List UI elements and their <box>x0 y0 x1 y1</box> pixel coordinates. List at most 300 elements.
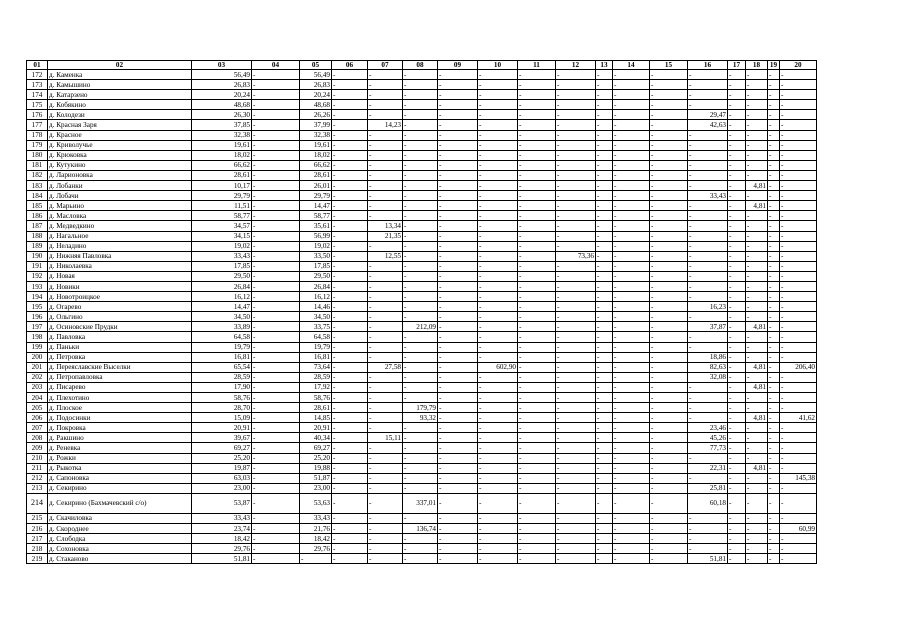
table-cell: - <box>252 403 300 413</box>
table-cell: - <box>746 70 768 80</box>
table-cell: - <box>518 170 556 180</box>
table-cell: 33,89 <box>192 322 252 332</box>
table-cell: - <box>478 211 518 221</box>
table-cell: - <box>728 181 746 191</box>
table-cell: 4,81 <box>746 201 768 211</box>
table-cell: - <box>613 342 650 352</box>
table-cell: - <box>478 120 518 130</box>
table-cell: - <box>780 433 817 443</box>
table-cell: - <box>728 513 746 523</box>
table-cell: - <box>518 322 556 332</box>
table-cell: - <box>768 524 780 534</box>
table-cell: - <box>438 261 478 271</box>
table-cell: 37,99 <box>300 120 332 130</box>
table-cell: 19,61 <box>192 140 252 150</box>
table-cell: - <box>746 261 768 271</box>
table-cell: - <box>368 352 403 362</box>
table-cell: - <box>746 352 768 362</box>
table-cell: - <box>780 393 817 403</box>
table-cell: - <box>556 110 596 120</box>
table-row <box>27 473 817 483</box>
table-cell: - <box>518 342 556 352</box>
table-cell: - <box>746 544 768 554</box>
settlement-name: д. Сапоновка <box>48 473 192 483</box>
table-row <box>27 181 817 191</box>
settlement-name: д. Реневка <box>48 443 192 453</box>
table-cell: - <box>403 534 438 544</box>
table-cell: - <box>438 292 478 302</box>
table-cell: - <box>768 382 780 392</box>
table-cell: - <box>403 281 438 291</box>
table-cell: - <box>438 544 478 554</box>
table-cell: 16,12 <box>192 292 252 302</box>
table-cell: - <box>613 261 650 271</box>
row-number: 204 <box>27 393 48 403</box>
table-cell: 602,90 <box>478 362 518 372</box>
table-cell: - <box>596 312 613 322</box>
table-cell: - <box>438 312 478 322</box>
row-number: 173 <box>27 80 48 90</box>
table-cell: - <box>780 191 817 201</box>
table-row <box>27 231 817 241</box>
table-cell: 4,81 <box>746 181 768 191</box>
table-cell: - <box>368 403 403 413</box>
table-cell: - <box>518 332 556 342</box>
table-cell: - <box>728 524 746 534</box>
table-cell: - <box>650 403 688 413</box>
row-number: 199 <box>27 342 48 352</box>
table-cell: 28,59 <box>300 372 332 382</box>
table-cell: - <box>478 70 518 80</box>
table-cell: - <box>780 352 817 362</box>
table-cell: - <box>768 534 780 544</box>
table-cell: - <box>403 554 438 564</box>
table-cell: - <box>368 271 403 281</box>
table-cell: - <box>403 483 438 493</box>
table-cell: - <box>518 150 556 160</box>
settlement-name: д. Переяславские Выселки <box>48 362 192 372</box>
table-cell: - <box>332 443 368 453</box>
table-cell: - <box>252 413 300 423</box>
table-cell: - <box>650 201 688 211</box>
table-cell: 15,11 <box>368 433 403 443</box>
table-cell: - <box>518 281 556 291</box>
settlement-name: д. Кобякино <box>48 100 192 110</box>
table-cell: - <box>403 181 438 191</box>
table-cell: - <box>332 160 368 170</box>
table-cell: - <box>768 393 780 403</box>
table-cell: - <box>728 342 746 352</box>
table-cell: - <box>252 80 300 90</box>
table-cell: - <box>332 261 368 271</box>
table-cell: - <box>613 241 650 251</box>
table-cell: - <box>368 393 403 403</box>
table-cell: - <box>332 302 368 312</box>
table-cell: - <box>403 423 438 433</box>
table-cell: - <box>650 160 688 170</box>
table-cell: - <box>556 140 596 150</box>
table-cell: 33,43 <box>192 513 252 523</box>
table-cell: - <box>403 80 438 90</box>
table-cell: - <box>368 150 403 160</box>
table-cell: - <box>368 312 403 322</box>
table-cell: - <box>780 372 817 382</box>
table-cell: 48,68 <box>192 100 252 110</box>
table-cell: - <box>613 251 650 261</box>
table-cell: - <box>650 170 688 180</box>
table-cell: - <box>438 524 478 534</box>
table-cell: - <box>438 251 478 261</box>
table-cell: - <box>650 342 688 352</box>
table-cell: - <box>556 483 596 493</box>
table-cell: - <box>518 211 556 221</box>
table-cell: - <box>478 292 518 302</box>
table-row <box>27 90 817 100</box>
table-cell: - <box>650 211 688 221</box>
table-cell: - <box>332 70 368 80</box>
table-cell: - <box>650 554 688 564</box>
table-cell: 21,76 <box>300 524 332 534</box>
settlement-name: д. Марьино <box>48 201 192 211</box>
table-cell: - <box>688 524 728 534</box>
table-row <box>27 382 817 392</box>
table-cell: 58,77 <box>300 211 332 221</box>
table-cell: - <box>746 251 768 261</box>
table-cell: 25,81 <box>688 483 728 493</box>
table-cell: - <box>556 261 596 271</box>
table-cell: - <box>518 382 556 392</box>
table-cell: 29,50 <box>192 271 252 281</box>
table-cell: 16,12 <box>300 292 332 302</box>
table-cell: - <box>650 70 688 80</box>
table-cell: - <box>252 362 300 372</box>
table-cell: - <box>438 150 478 160</box>
table-cell: - <box>252 332 300 342</box>
row-number: 212 <box>27 473 48 483</box>
table-cell: 29,79 <box>192 191 252 201</box>
table-cell: 26,26 <box>300 110 332 120</box>
table-cell: - <box>780 554 817 564</box>
table-cell: - <box>728 130 746 140</box>
table-cell: - <box>596 70 613 80</box>
table-cell: - <box>650 241 688 251</box>
table-cell: - <box>478 423 518 433</box>
row-number: 213 <box>27 483 48 493</box>
table-cell: - <box>252 302 300 312</box>
table-cell: - <box>478 534 518 544</box>
table-cell: - <box>746 140 768 150</box>
table-cell: - <box>252 433 300 443</box>
table-cell: - <box>332 362 368 372</box>
table-cell: - <box>252 483 300 493</box>
table-cell: - <box>478 393 518 403</box>
table-cell: - <box>518 90 556 100</box>
table-cell: - <box>688 140 728 150</box>
table-cell: 56,49 <box>192 70 252 80</box>
table-cell: - <box>252 352 300 362</box>
table-cell: 25,20 <box>192 453 252 463</box>
table-cell: - <box>596 544 613 554</box>
table-cell: 51,81 <box>192 554 252 564</box>
table-cell: - <box>688 453 728 463</box>
table-cell: 41,62 <box>780 413 817 423</box>
table-cell: - <box>332 413 368 423</box>
table-cell: - <box>596 352 613 362</box>
table-cell: - <box>556 554 596 564</box>
table-cell: 34,57 <box>192 221 252 231</box>
table-cell: 20,91 <box>192 423 252 433</box>
table-row <box>27 80 817 90</box>
table-cell: - <box>688 241 728 251</box>
table-cell: - <box>650 513 688 523</box>
table-cell: - <box>556 382 596 392</box>
table-cell: - <box>438 181 478 191</box>
table-cell: - <box>746 403 768 413</box>
table-cell: - <box>613 281 650 291</box>
row-number: 184 <box>27 191 48 201</box>
table-cell: - <box>478 513 518 523</box>
table-row <box>27 524 817 534</box>
table-cell: 14,47 <box>300 201 332 211</box>
table-cell: - <box>403 100 438 110</box>
table-cell: - <box>518 160 556 170</box>
table-cell: - <box>403 382 438 392</box>
table-cell: - <box>746 524 768 534</box>
table-row <box>27 191 817 201</box>
table-cell: - <box>596 150 613 160</box>
table-cell: - <box>518 433 556 443</box>
table-cell: - <box>688 281 728 291</box>
table-cell: - <box>478 342 518 352</box>
table-cell: - <box>596 90 613 100</box>
table-cell: - <box>368 493 403 513</box>
table-cell: 206,40 <box>780 362 817 372</box>
table-cell: 28,61 <box>300 403 332 413</box>
table-cell: - <box>332 110 368 120</box>
settlement-name: д. Осиновские Прудки <box>48 322 192 332</box>
row-number: 177 <box>27 120 48 130</box>
table-cell: - <box>780 403 817 413</box>
table-cell: - <box>688 251 728 261</box>
table-cell: 65,54 <box>192 362 252 372</box>
settlement-name: д. Лобачи <box>48 191 192 201</box>
table-cell: - <box>368 281 403 291</box>
table-cell: 33,43 <box>688 191 728 201</box>
table-cell: 16,81 <box>192 352 252 362</box>
table-cell: - <box>650 90 688 100</box>
table-cell: - <box>688 201 728 211</box>
row-number: 208 <box>27 433 48 443</box>
table-cell: - <box>556 221 596 231</box>
table-cell: - <box>613 473 650 483</box>
table-cell: - <box>438 453 478 463</box>
table-cell: - <box>780 382 817 392</box>
table-cell: - <box>650 473 688 483</box>
table-cell: - <box>688 413 728 423</box>
settlement-name: д. Лобанки <box>48 181 192 191</box>
table-cell: - <box>368 110 403 120</box>
column-header: 14 <box>613 61 650 70</box>
table-cell: - <box>596 473 613 483</box>
table-cell: 48,68 <box>300 100 332 110</box>
table-cell: 56,49 <box>300 70 332 80</box>
table-row <box>27 130 817 140</box>
table-cell: - <box>368 453 403 463</box>
table-cell: - <box>518 544 556 554</box>
row-number: 181 <box>27 160 48 170</box>
table-cell: - <box>650 483 688 493</box>
table-cell: - <box>688 80 728 90</box>
table-cell: - <box>596 342 613 352</box>
table-cell: - <box>556 524 596 534</box>
table-cell: - <box>650 191 688 201</box>
table-cell: - <box>438 231 478 241</box>
header-row <box>27 61 817 70</box>
table-cell: - <box>332 524 368 534</box>
table-row <box>27 322 817 332</box>
table-cell: - <box>728 352 746 362</box>
table-cell: - <box>596 110 613 120</box>
table-cell: - <box>768 221 780 231</box>
table-cell: - <box>728 473 746 483</box>
table-cell: - <box>613 453 650 463</box>
table-cell: 4,81 <box>746 463 768 473</box>
table-cell: - <box>252 120 300 130</box>
table-cell: 25,20 <box>300 453 332 463</box>
settlement-name: д. Паньки <box>48 342 192 352</box>
table-cell: - <box>252 312 300 322</box>
table-cell: - <box>728 170 746 180</box>
table-cell: 69,27 <box>300 443 332 453</box>
table-cell: - <box>780 544 817 554</box>
table-cell: - <box>332 80 368 90</box>
table-cell: - <box>252 463 300 473</box>
table-cell: 29,76 <box>192 544 252 554</box>
column-header: 08 <box>403 61 438 70</box>
table-cell: - <box>368 90 403 100</box>
table-cell: 19,79 <box>300 342 332 352</box>
table-cell: - <box>252 191 300 201</box>
table-cell: - <box>368 261 403 271</box>
table-cell: - <box>438 160 478 170</box>
table-cell: - <box>478 90 518 100</box>
table-cell: - <box>332 513 368 523</box>
table-cell: 18,42 <box>300 534 332 544</box>
table-cell: 179,79 <box>403 403 438 413</box>
table-cell: - <box>768 80 780 90</box>
table-cell: - <box>518 372 556 382</box>
table-row <box>27 544 817 554</box>
table-cell: - <box>613 362 650 372</box>
table-cell: - <box>518 292 556 302</box>
settlement-name: д. Медведкино <box>48 221 192 231</box>
table-cell: - <box>478 403 518 413</box>
table-cell: - <box>650 413 688 423</box>
table-cell: - <box>332 292 368 302</box>
table-cell: - <box>746 433 768 443</box>
table-cell: - <box>403 473 438 483</box>
table-cell: - <box>688 342 728 352</box>
table-cell: - <box>746 513 768 523</box>
settlement-name: д. Подосинки <box>48 413 192 423</box>
table-cell: - <box>728 382 746 392</box>
table-cell: - <box>403 261 438 271</box>
table-cell: 58,76 <box>192 393 252 403</box>
table-cell: - <box>368 534 403 544</box>
table-cell: 33,75 <box>300 322 332 332</box>
table-cell: - <box>596 191 613 201</box>
table-cell: - <box>650 231 688 241</box>
table-cell: - <box>746 80 768 90</box>
table-cell: - <box>252 201 300 211</box>
table-cell: 13,34 <box>368 221 403 231</box>
table-cell: - <box>332 352 368 362</box>
table-cell: - <box>478 170 518 180</box>
table-cell: - <box>746 231 768 241</box>
table-cell: - <box>728 281 746 291</box>
table-cell: - <box>613 130 650 140</box>
table-cell: - <box>596 513 613 523</box>
table-cell: 32,38 <box>192 130 252 140</box>
row-number: 202 <box>27 372 48 382</box>
table-cell: 145,38 <box>780 473 817 483</box>
table-cell: - <box>613 292 650 302</box>
table-cell: - <box>478 110 518 120</box>
table-cell: - <box>613 524 650 534</box>
table-cell: - <box>768 372 780 382</box>
table-cell: - <box>332 332 368 342</box>
table-cell: 17,90 <box>192 382 252 392</box>
table-row <box>27 372 817 382</box>
table-cell: - <box>332 241 368 251</box>
table-row <box>27 312 817 322</box>
table-cell: - <box>768 241 780 251</box>
table-row <box>27 342 817 352</box>
row-number: 195 <box>27 302 48 312</box>
table-cell: - <box>478 544 518 554</box>
table-cell: - <box>650 150 688 160</box>
table-cell: 63,03 <box>192 473 252 483</box>
table-cell: 4,81 <box>746 322 768 332</box>
table-cell: - <box>478 281 518 291</box>
table-cell: - <box>556 544 596 554</box>
table-cell: - <box>252 281 300 291</box>
table-cell: - <box>438 393 478 403</box>
table-cell: 15,09 <box>192 413 252 423</box>
table-cell: - <box>478 201 518 211</box>
table-header <box>27 61 817 70</box>
table-cell: - <box>438 362 478 372</box>
table-cell: - <box>332 170 368 180</box>
table-cell: - <box>728 70 746 80</box>
table-row <box>27 403 817 413</box>
table-cell: - <box>403 292 438 302</box>
table-cell: - <box>613 181 650 191</box>
table-cell: - <box>368 292 403 302</box>
table-cell: - <box>780 150 817 160</box>
table-cell: - <box>332 544 368 554</box>
table-cell: - <box>368 372 403 382</box>
table-cell: 51,87 <box>300 473 332 483</box>
table-cell: - <box>728 90 746 100</box>
table-cell: - <box>252 534 300 544</box>
row-number: 175 <box>27 100 48 110</box>
table-cell: - <box>768 181 780 191</box>
table-cell: - <box>518 362 556 372</box>
table-cell: 64,58 <box>192 332 252 342</box>
table-cell: - <box>556 150 596 160</box>
table-cell: - <box>780 423 817 433</box>
